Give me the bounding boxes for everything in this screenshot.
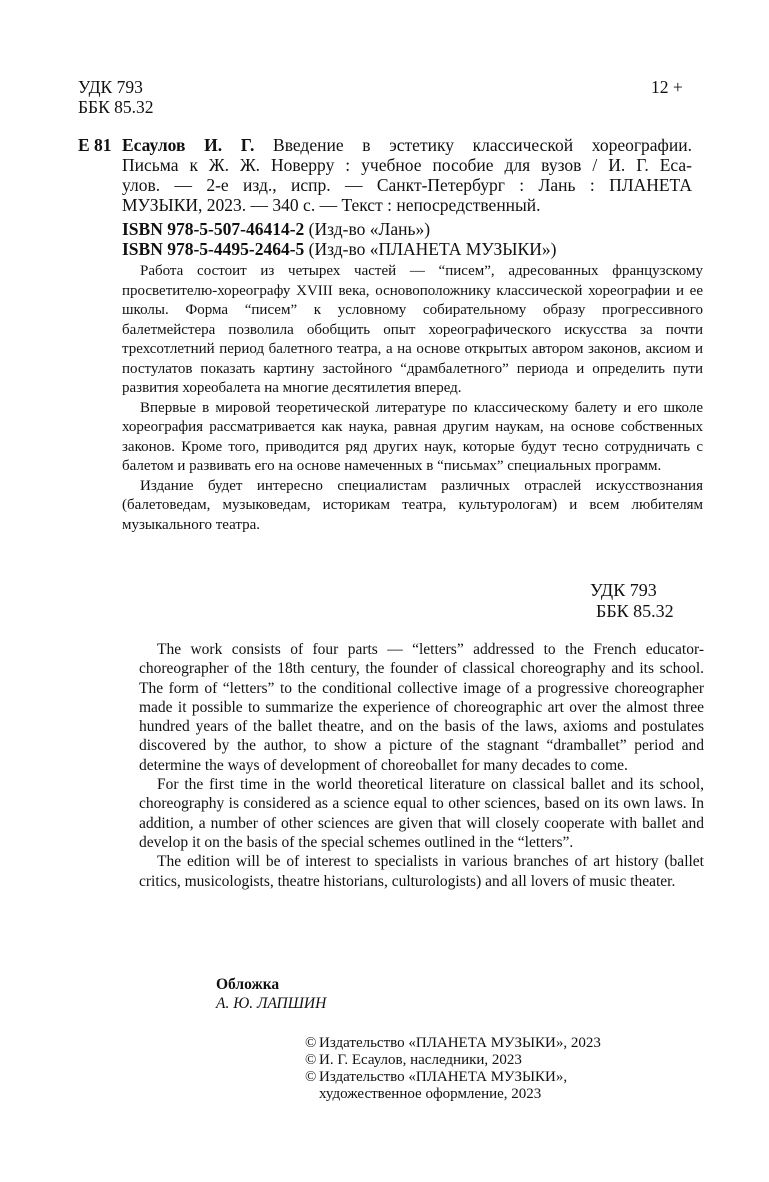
annotation-paragraph: Работа состоит из четырех частей — “писем”, адресованных французскому просветителю-хореографу XVIII века, основоположнику классической хореографии и ее школы. Форма “писем” к условному собирательному образу прогрессивного балетмейстера позволила обобщить опыт хореографического искусства за почти трехсотлетний период балетного театра, а на основе открытых автором законов, аксиом и постулатов показать картину застойного “драмбалетного” периода и определить пути развития хореобалета на многие десятилетия вперед. bbox=[122, 263, 703, 396]
isbn-publisher: (Изд-во «Лань») bbox=[308, 219, 431, 239]
copyright-text: Издательство «ПЛАНЕТА МУЗЫКИ», 2023 bbox=[319, 1035, 601, 1051]
annotation-paragraph: Впервые в мировой теоретической литературе по классическому балету и его школе хореография рассматривается как наука, равная другим наукам, на основе собственных законов. Кроме того, приводится ряд других наук, которые будут тесно сотрудничать с балетом и развивать его на основе намеченных в “письмах” специальных программ. bbox=[122, 399, 703, 474]
annotation-russian bbox=[122, 262, 703, 535]
udk-bbk-footer bbox=[590, 580, 674, 622]
annotation-english bbox=[139, 640, 704, 891]
copyright-line bbox=[305, 1069, 619, 1103]
annotation-paragraph: For the first time in the world theoretical literature on classical ballet and its school, choreography is considered as a science equal to other sciences, based on its own laws. In addition, a number of other sciences are given that will closely cooperate with ballet and develop it on the basis of the special schemes outlined in the “letters”. bbox=[139, 776, 704, 851]
copyright-text: Издательство «ПЛАНЕТА МУЗЫКИ», художественное оформление, 2023 bbox=[319, 1069, 568, 1102]
isbn-number: ISBN 978-5-4495-2464-5 bbox=[122, 239, 305, 259]
description-line: МУЗЫКИ, 2023. — 340 с. — Текст : непосредственный. bbox=[122, 195, 541, 215]
bbk-code: ББК 85.32 bbox=[78, 97, 154, 117]
description-line: Введение в эстетику классической хореографии. bbox=[273, 135, 693, 155]
isbn-publisher: (Изд-во «ПЛАНЕТА МУЗЫКИ») bbox=[308, 239, 557, 259]
isbn-number: ISBN 978-5-507-46414-2 bbox=[122, 219, 305, 239]
copyright-line bbox=[305, 1035, 619, 1052]
copyright-symbol: © bbox=[305, 1052, 317, 1068]
description-line: Письма к Ж. Ж. Новерру : учебное пособие для вузов / И. Г. Еса- bbox=[122, 155, 692, 175]
isbn-row bbox=[122, 219, 692, 239]
copyright-line bbox=[305, 1052, 619, 1069]
description-line: улов. — 2-е изд., испр. — Санкт-Петербург : Лань : ПЛАНЕТА bbox=[122, 175, 692, 195]
udk-code: УДК 793 bbox=[590, 580, 657, 600]
cover-credit bbox=[216, 975, 326, 1013]
udk-bbk-header bbox=[78, 77, 154, 117]
cover-artist: А. Ю. ЛАПШИН bbox=[216, 995, 327, 1012]
annotation-paragraph: Издание будет интересно специалистам различных отраслей искусствознания (балетоведам, музыковедам, историкам театра, культурологам) и всем любителям музыкального театра. bbox=[122, 477, 703, 533]
isbn-block bbox=[122, 219, 692, 259]
udk-code: УДК 793 bbox=[78, 77, 143, 97]
copyright-symbol: © bbox=[305, 1035, 317, 1051]
annotation-paragraph: The work consists of four parts — “letters” addressed to the French educator-choreographer of the 18th century, the founder of classical choreography and its school. The form of “letters” to the conditional collective image of a progressive choreographer made it possible to summarize the experience of choreographic art over the almost three hundred years of the ballet theatre, and on the basis of the laws, axioms and postulates discovered by the author, to show a picture of the stagnant “dramballet” period and determine the ways of development of choreoballet for many decades to come. bbox=[139, 641, 704, 774]
cover-label: Обложка bbox=[216, 976, 280, 993]
bbk-code: ББК 85.32 bbox=[596, 601, 674, 621]
age-rating: 12 + bbox=[651, 77, 683, 97]
author-name: Есаулов И. Г. bbox=[122, 135, 255, 155]
author-code: Е 81 bbox=[78, 135, 112, 155]
copyright-text: И. Г. Есаулов, наследники, 2023 bbox=[319, 1052, 522, 1068]
copyright-block bbox=[305, 1035, 619, 1103]
bibliographic-description bbox=[122, 135, 692, 215]
copyright-symbol: © bbox=[305, 1069, 317, 1085]
isbn-row bbox=[122, 239, 692, 259]
annotation-paragraph: The edition will be of interest to specialists in various branches of art history (ballet critics, musicologists, theatre historians, culturologists) and all lovers of music theater. bbox=[139, 853, 704, 890]
